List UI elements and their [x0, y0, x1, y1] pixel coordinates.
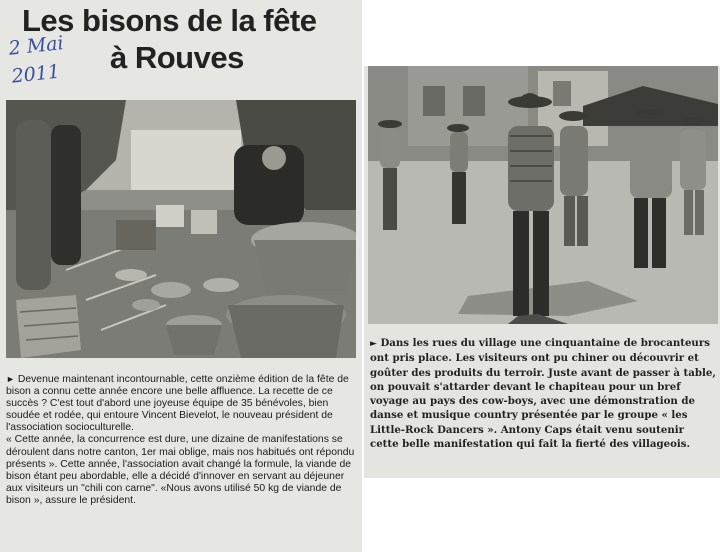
handwritten-date — [7, 25, 102, 90]
headline-line-2: à Rouves — [110, 40, 244, 75]
left-paragraph-1-text: Devenue maintenant incontournable, cette onzième édition de la fête de bison a connu cette année encore une belle affluence. La recette de ce succès ? C'est tout d'abord une joyeuse équipe de 35 bénévoles, bien soudée et rodée, qui entoure Vincent Bievelot, le nouveau président de l'association socioculturelle. — [6, 374, 349, 434]
flea-market-photo — [6, 100, 356, 358]
headline-line-1: Les bisons de la fête — [22, 3, 317, 38]
country-dancers-photo-graphic — [368, 66, 718, 324]
right-article-body — [370, 336, 716, 451]
paragraph-bullet: ► — [6, 374, 15, 384]
right-paragraph — [370, 336, 716, 451]
left-paragraph-1 — [6, 373, 356, 434]
country-dancers-photo — [368, 66, 718, 324]
handwritten-date-day: 2 Mai — [7, 32, 65, 60]
flea-market-photo-graphic — [6, 100, 356, 358]
paragraph-bullet: ► — [370, 339, 377, 349]
left-article-body — [6, 373, 356, 507]
handwritten-date-year: 2011 — [10, 60, 61, 88]
left-paragraph-2: « Cette année, la concurrence est dure, une dizaine de manifestations se déroulent dans notre canton, 1er mai oblige, mais nos habitués ont répondu présents ». Cette année, l'association avait changé la formule, la viande de bison étant peu abordable, elle a décidé d'innover en servant au déjeuner aux visiteurs un "chili con carne". «Nous avons utilisé 50 kg de viande de bison », assure le président. — [6, 434, 355, 506]
right-paragraph-text: Dans les rues du village une cinquantaine de brocanteurs ont pris place. Les visiteurs ont pu chiner ou découvrir et goûter des produits du terroir. Juste avant de passer à table, on pouvait s'attarder devant le chapiteau pour un bref voyage au pays des cow-boys, avec une démonstration de danse et musique country présentée par le groupe « les Little-Rock Dancers ». Antony Caps était venu soutenir cette belle manifestation qui fait la fierté des villageois. — [370, 337, 716, 451]
